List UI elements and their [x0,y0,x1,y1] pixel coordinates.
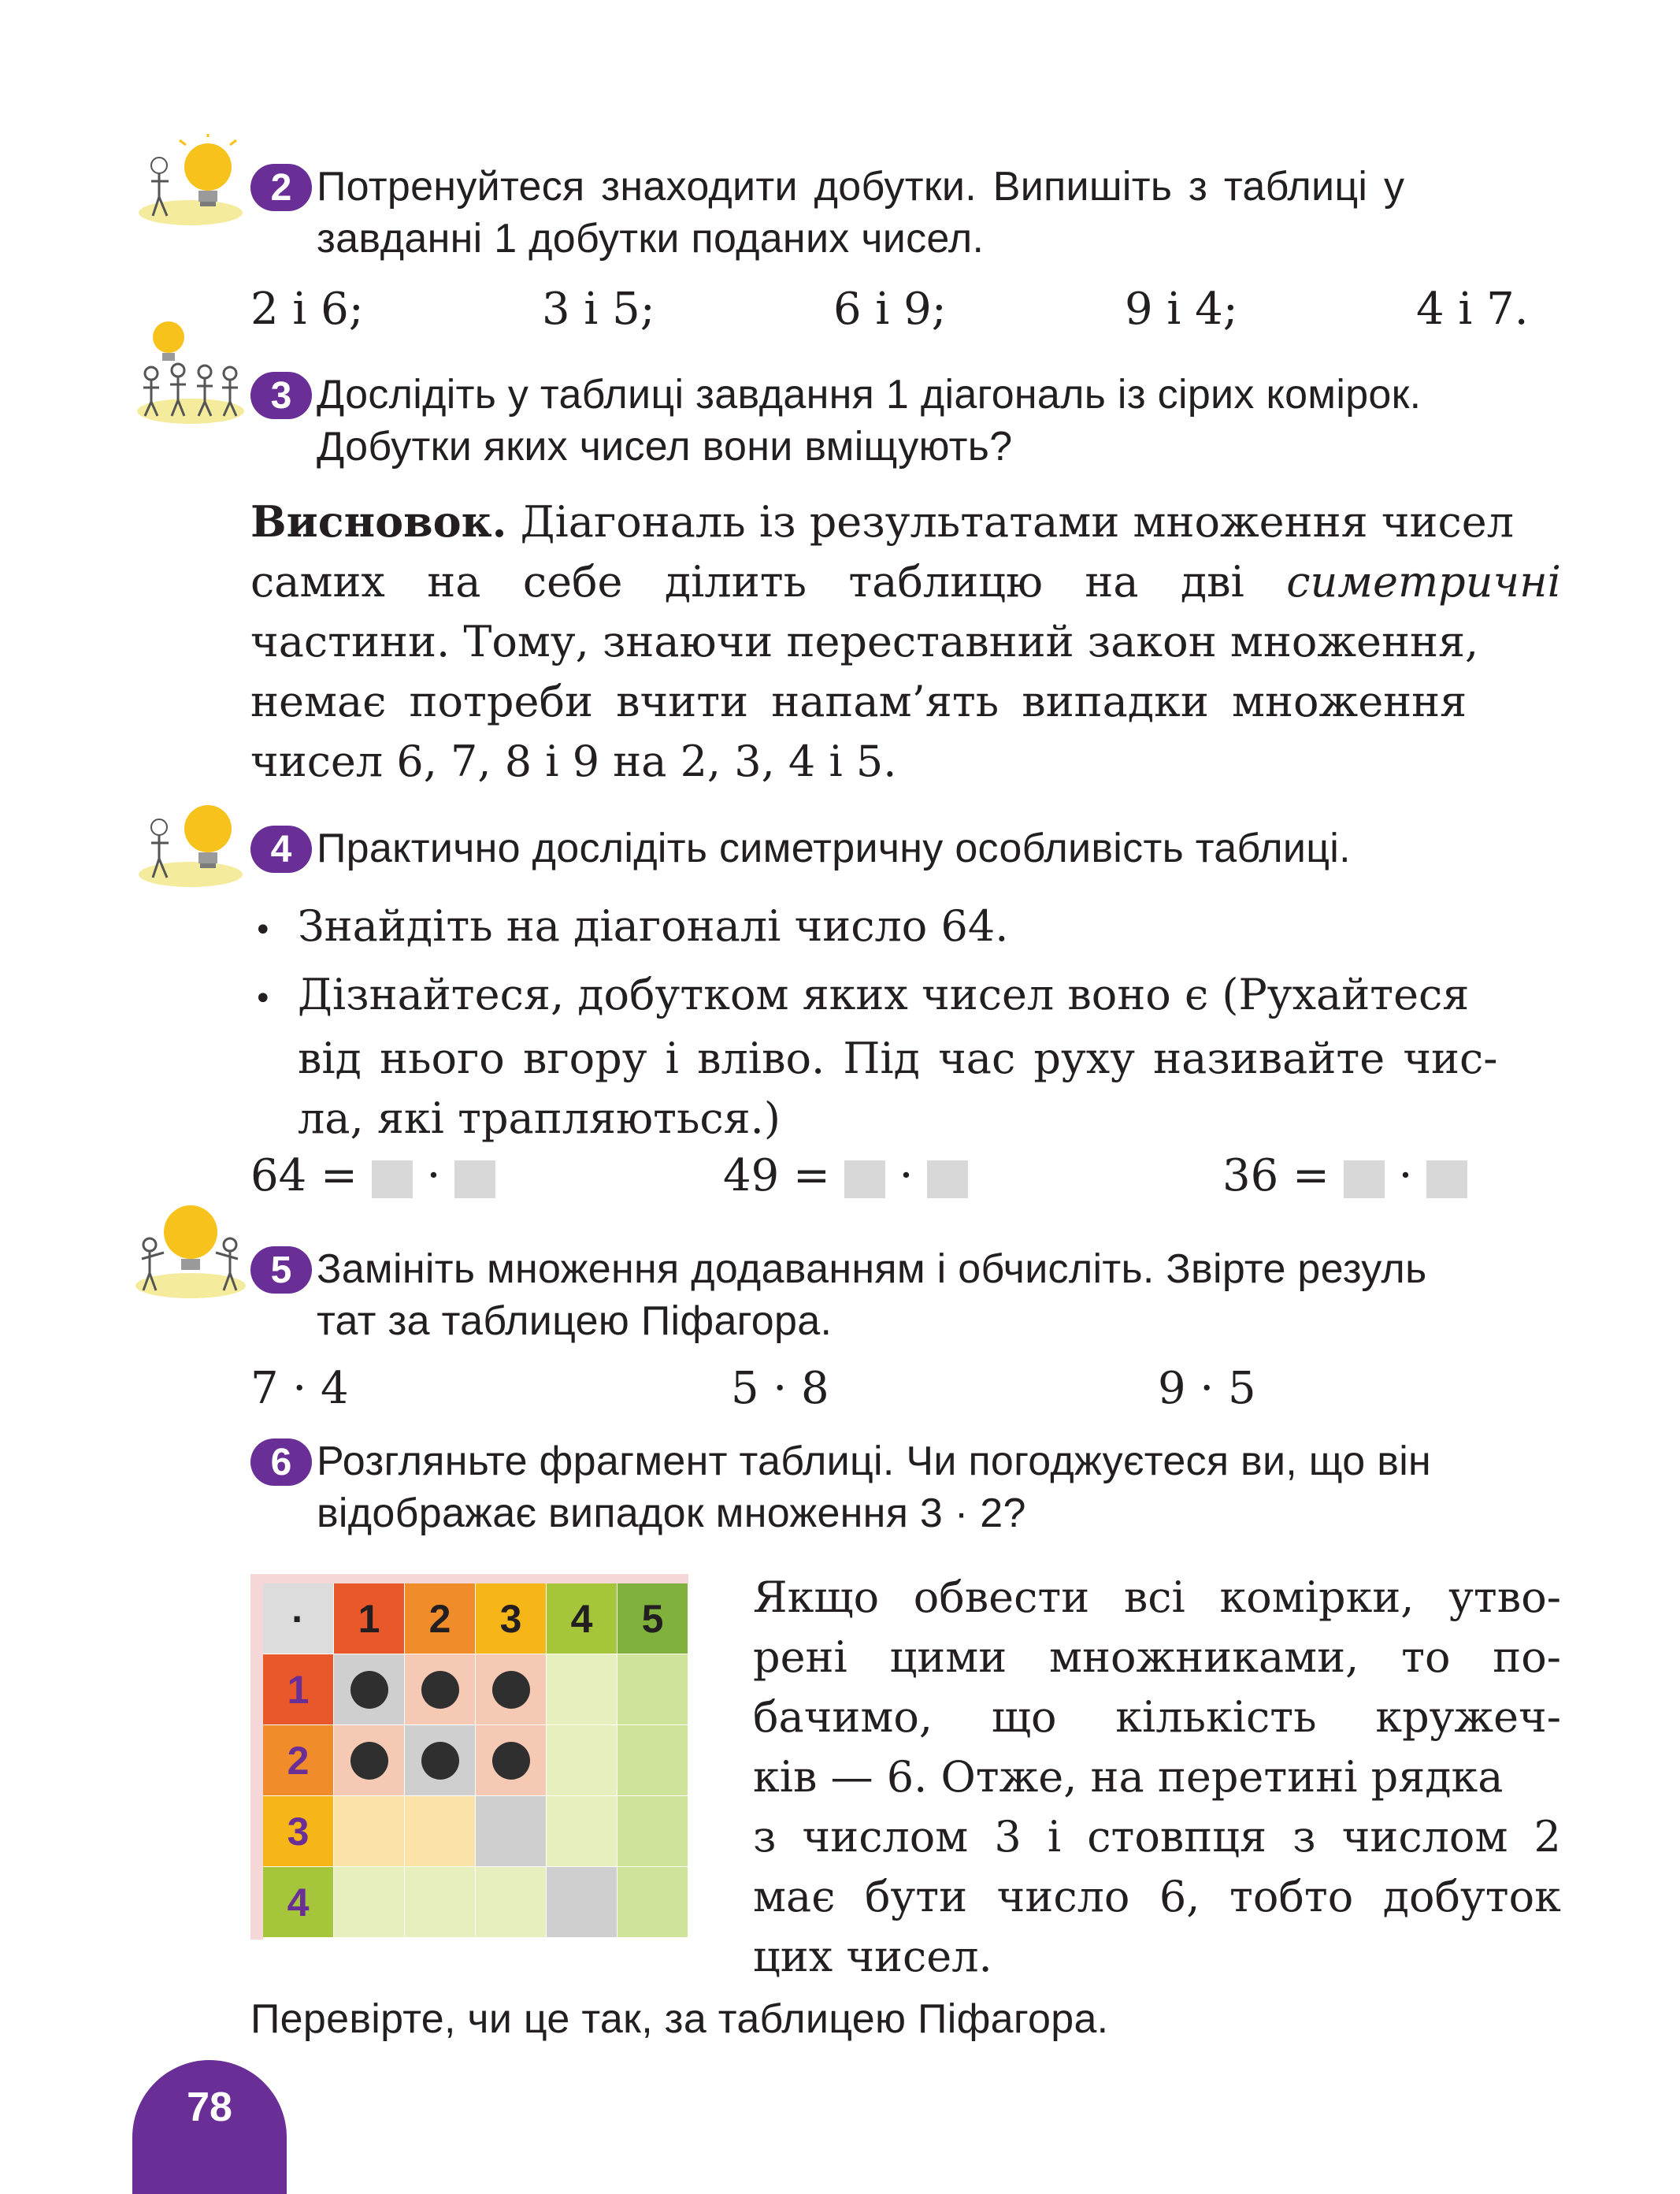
page-number: 78 [132,2060,287,2194]
side-word: добуток [1382,1872,1561,1921]
answer-box[interactable] [844,1160,885,1198]
side-word: множниками, [1049,1632,1359,1682]
equation-lhs: 64 = [250,1150,358,1201]
task2-pair-3: 6 і 9; [833,284,947,335]
side-word: з [1292,1812,1316,1862]
task3-text [317,369,1421,473]
table-cell [476,1867,546,1937]
conclusion-line-4: немає потреби вчити напам’ять випадки множення [250,677,1467,726]
side-word: що [991,1692,1057,1742]
table-cell [405,1725,475,1795]
side-word: кількість [1115,1692,1317,1742]
conclusion-word: дві [1180,557,1244,607]
side-word: стовпця [1087,1812,1267,1862]
table-cell [405,1796,475,1866]
conclusion-label: Висновок. [250,496,507,547]
circle-marker [421,1742,459,1780]
task5-expr-2: 5 · 8 [731,1363,829,1414]
answer-box[interactable] [454,1160,495,1198]
side-line-7: цих чисел. [753,1932,992,1981]
table-cell [405,1867,475,1937]
table-col-header: 2 [405,1583,475,1654]
side-word: кружеч- [1375,1692,1561,1742]
conclusion-word: самих [250,557,385,607]
side-word: Якщо [753,1572,880,1622]
side-word: і [1047,1812,1062,1862]
side-word: утво- [1448,1572,1561,1622]
table-row-header: 1 [263,1654,333,1724]
task4-line: Практично дослідіть симетричну особливість таблиці. [317,826,1351,871]
side-word: всі [1123,1572,1185,1622]
circle-marker [350,1742,388,1780]
side-word: число [996,1872,1130,1921]
table-cell [547,1796,617,1866]
task3-badge: 3 [250,372,312,419]
table-cell [405,1654,475,1724]
side-word: по- [1493,1632,1561,1682]
task4-bullet-2-line-1: Дізнайтеся, добутком яких чисел воно є (Рухайтеся [298,970,1470,1019]
side-word: тобто [1229,1872,1354,1921]
equation-lhs: 49 = [723,1150,830,1201]
table-cell [334,1796,404,1866]
table-cell [334,1725,404,1795]
table-col-header: 4 [547,1583,617,1654]
side-line-4: ків — 6. Отже, на перетині рядка [753,1752,1504,1802]
table-cell [476,1725,546,1795]
circle-marker [492,1742,530,1780]
circle-marker [350,1671,388,1709]
table-cell [334,1867,404,1937]
table-cell [617,1725,688,1795]
answer-box[interactable] [1344,1160,1385,1198]
task4-bullets [254,897,1561,1149]
multiply-sign: · [899,1150,914,1201]
conclusion-line-5: чисел 6, 7, 8 і 9 на 2, 3, 4 і 5. [250,737,897,786]
task2-line-2: завданні 1 добутки поданих чисел. [317,216,985,262]
table-cell [547,1725,617,1795]
task5-line-2: тат за таблицею Піфагора. [317,1298,833,1344]
task4-bullet-1-text: Знайдіть на діагоналі число 64. [298,901,1009,951]
side-line-5 [753,1807,1561,1867]
side-word: бачимо, [753,1692,933,1742]
side-line-3 [753,1687,1561,1747]
table-cell [476,1796,546,1866]
side-word: то [1401,1632,1451,1682]
answer-box[interactable] [372,1160,413,1198]
conclusion-word: ділить [664,557,807,607]
task4-equation-2 [723,1150,968,1201]
task4-equation-1 [250,1150,495,1201]
side-line-6 [753,1867,1561,1927]
table-cell [334,1654,404,1724]
table-corner: · [263,1583,333,1654]
table-grid [263,1583,688,1940]
multiplication-table-fragment [250,1574,688,1940]
task2-pair-2: 3 і 5; [542,284,655,335]
conclusion-line-2 [250,552,1561,612]
task6-side-text [753,1568,1561,1987]
side-word: цими [889,1632,1007,1682]
task6-badge: 6 [250,1439,312,1486]
task4-bullet-2-line-2: від нього вгору і вліво. Під час руху називайте чис- [298,1034,1498,1083]
task3-line-2: Добутки яких чисел вони вміщують? [317,424,1013,470]
task3-icon [134,315,246,425]
table-cell [617,1867,688,1937]
task6-footer: Перевірте, чи це так, за таблицею Піфагора. [250,1996,1109,2042]
table-col-header: 3 [476,1583,546,1654]
task2-pair-1: 2 і 6; [250,284,364,335]
table-col-header: 1 [334,1583,404,1654]
table-cell [547,1867,617,1937]
side-line-2 [753,1628,1561,1687]
conclusion-word: таблицю [848,557,1043,607]
table-row-header: 3 [263,1796,333,1866]
task6-line-1: Розгляньте фрагмент таблиці. Чи погоджуєтеся ви, що він [317,1439,1432,1484]
side-word: має [753,1872,836,1921]
side-word: 6, [1159,1872,1200,1921]
task5-line-1: Замініть множення додаванням і обчисліть. Звірте резуль [317,1246,1427,1292]
task5-expr-3: 9 · 5 [1158,1363,1256,1414]
side-word: 2 [1534,1812,1561,1862]
task4-bullet-1 [254,897,1561,960]
table-cell [547,1654,617,1724]
task4-icon [135,796,246,889]
answer-box[interactable] [927,1160,968,1198]
task3-line-1: Дослідіть у таблиці завдання 1 діагональ із сірих комірок. [317,372,1422,418]
side-line-1 [753,1568,1561,1628]
bullet-icon: • [254,981,273,1017]
task6-text [317,1435,1431,1539]
table-cell [476,1654,546,1724]
table-row-header: 2 [263,1725,333,1795]
side-word: числом [1341,1812,1508,1862]
task4-bullet-2-line-3: ла, які трапляються.) [298,1093,781,1143]
side-word: бути [864,1872,968,1921]
conclusion-word: себе [522,557,623,607]
conclusion-line-1-text: Діагональ із результатами множення чисел [520,497,1515,547]
multiply-sign: · [426,1150,441,1201]
conclusion-word: на [427,557,481,607]
task6-line-2: відображає випадок множення 3 · 2? [317,1491,1026,1536]
bullet-icon: • [254,912,273,949]
task5-text [317,1243,1426,1347]
answer-box[interactable] [1426,1160,1467,1198]
conclusion-line-1 [250,492,1561,552]
task2-pair-4: 9 і 4; [1125,284,1238,335]
table-cell [617,1654,688,1724]
side-word: числом [802,1812,969,1862]
table-col-header: 5 [617,1583,688,1654]
task5-badge: 5 [250,1246,312,1294]
table-cell [617,1796,688,1866]
side-word: обвести [913,1572,1090,1622]
circle-marker [492,1671,530,1709]
table-row-header: 4 [263,1867,333,1937]
side-word: з [753,1812,777,1862]
task2-pair-5: 4 і 7. [1416,284,1529,335]
task4-badge: 4 [250,826,312,873]
task4-equation-3 [1222,1150,1467,1201]
task4-bullet-2 [254,965,1561,1029]
multiply-sign: · [1398,1150,1413,1201]
side-word: комірки, [1219,1572,1415,1622]
task5-icon [132,1197,247,1300]
task2-text [317,161,1404,265]
conclusion-line-3: частини. Тому, знаючи переставний закон множення, [250,617,1479,666]
task2-icon [135,134,246,227]
task2-line-1: Потренуйтеся знаходити добутки. Випишіть з таблиці у [317,164,1405,210]
circle-marker [421,1671,459,1709]
side-word: рені [753,1632,847,1682]
conclusion-block [250,492,1561,792]
task4-text [317,822,1351,874]
equation-lhs: 36 = [1222,1150,1330,1201]
task5-expr-1: 7 · 4 [250,1363,349,1414]
task2-badge: 2 [250,164,312,211]
side-word: 3 [994,1812,1022,1862]
conclusion-italic-word: симетричні [1286,557,1561,607]
conclusion-word: на [1085,557,1139,607]
